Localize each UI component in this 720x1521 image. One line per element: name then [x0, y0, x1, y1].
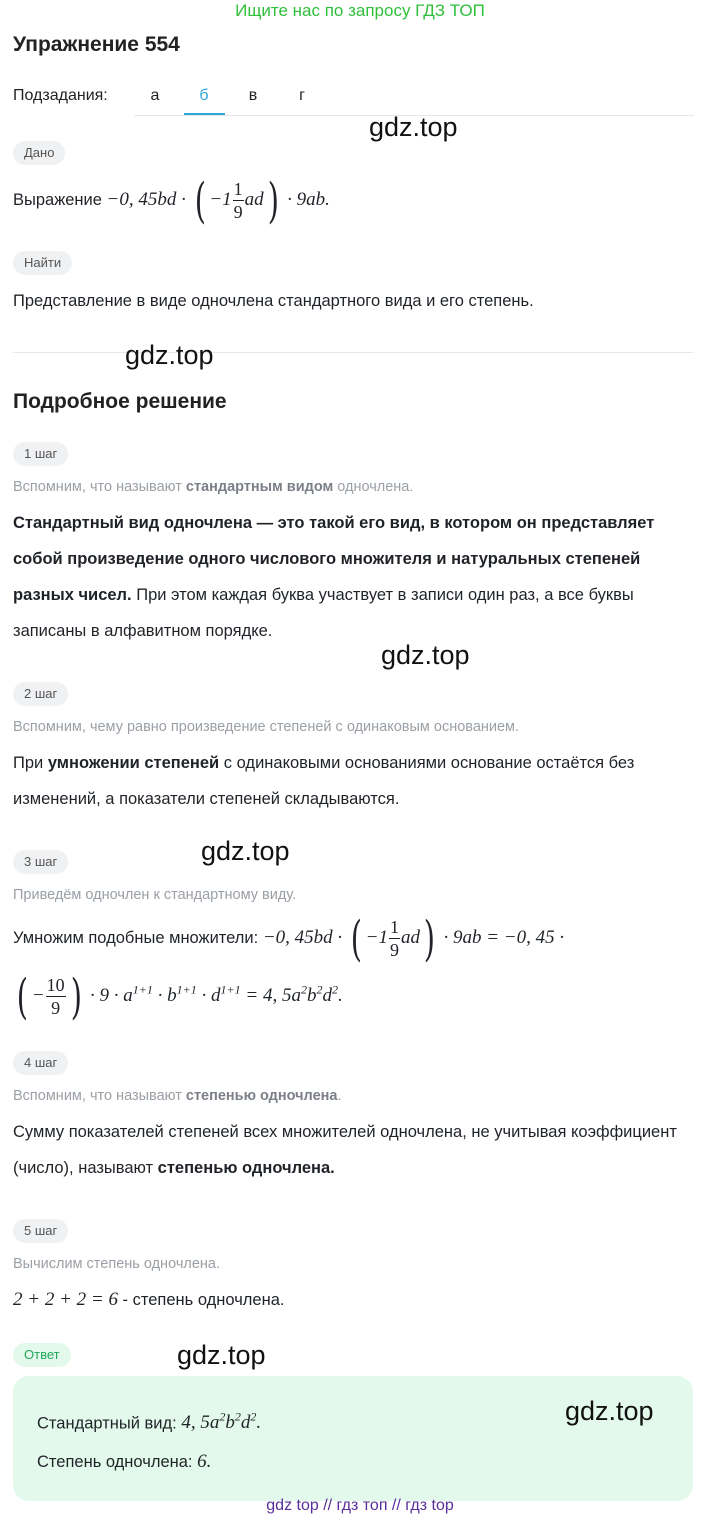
step-5-badge: 5 шаг [13, 1219, 68, 1243]
watermark: gdz.top [201, 836, 290, 866]
page-title: Упражнение 554 [13, 33, 180, 56]
tab-a[interactable]: а [150, 87, 160, 104]
step-4-badge: 4 шаг [13, 1051, 68, 1075]
watermark: gdz.top [381, 640, 470, 670]
tab-v[interactable]: в [248, 87, 258, 104]
step-3-badge: 3 шаг [13, 850, 68, 874]
step-3-hint: Приведём одночлен к стандартному виду. [13, 887, 297, 903]
step-4-hint: Вспомним, что называют степенью одночлена. [13, 1088, 342, 1104]
section-divider [13, 352, 693, 353]
answer-badge: Ответ [13, 1343, 71, 1367]
step-4-body: Сумму показателей степеней всех множителей одночлена, не учитывая коэффициент (число), называют степенью одночлена. [13, 1123, 677, 1177]
footer-links[interactable]: gdz top // гдз топ // гдз top [266, 1497, 454, 1514]
watermark: gdz.top [565, 1396, 654, 1426]
find-text: Представление в виде одночлена стандартного вида и его степень. [13, 292, 534, 310]
solution-title: Подробное решение [13, 390, 227, 413]
top-banner[interactable]: Ищите нас по запросу ГДЗ ТОП [235, 1, 485, 20]
given-badge: Дано [13, 141, 65, 165]
given-prefix: Выражение [13, 191, 102, 209]
step-2-body: При умножении степеней с одинаковыми основаниями основание остаётся без изменений, а показатели степеней складываются. [13, 754, 635, 808]
step-5-body: 2 + 2 + 2 = 6 - степень одночлена. [13, 1289, 285, 1310]
step-3-line-1: Умножим подобные множители: −0, 45bd · ( −1 $\frac{1}{9}$ ad) · 9ab = −0, 45 · [13, 910, 565, 967]
given-math: −0, 45bd · ( −1 $\frac{1}{9}$ ad) · 9ab. [106, 172, 330, 229]
watermark: gdz.top [369, 112, 458, 142]
step-2-hint: Вспомним, чему равно произведение степеней с одинаковым основанием. [13, 719, 520, 735]
find-badge: Найти [13, 251, 72, 275]
watermark: gdz.top [125, 340, 214, 370]
step-2-badge: 2 шаг [13, 682, 68, 706]
watermark: gdz.top [177, 1340, 266, 1370]
step-1-badge: 1 шаг [13, 442, 68, 466]
given-expression [13, 172, 703, 228]
tab-b[interactable]: б [199, 87, 209, 104]
answer-line-2: Степень одночлена: 6. [37, 1451, 212, 1472]
subtasks-label: Подзадания: [13, 87, 108, 104]
active-tab-indicator [184, 113, 225, 115]
tab-g[interactable]: г [299, 87, 305, 104]
step-1-body: Стандартный вид одночлена — это такой его вид, в котором он представляет собой произведение одного числового множителя и натуральных степеней разных чисел. При этом каждая буква участвует в записи один раз, а все буквы записаны в алфавитном порядке. [13, 514, 655, 640]
answer-line-1: Стандартный вид: 4, $5a^2b^2d^2$. [37, 1410, 262, 1434]
step-1-hint: Вспомним, что называют стандартным видом одночлена. [13, 479, 414, 495]
step-5-hint: Вычислим степень одночлена. [13, 1256, 220, 1272]
step-3-line-2: ( − $\frac{10}{9}$ ) · $9 \cdot a^{1+1} \cdot b^{1+1} \cdot d^{1+1} = 4$, $5a^2b^2d^2$. [16, 968, 343, 1025]
